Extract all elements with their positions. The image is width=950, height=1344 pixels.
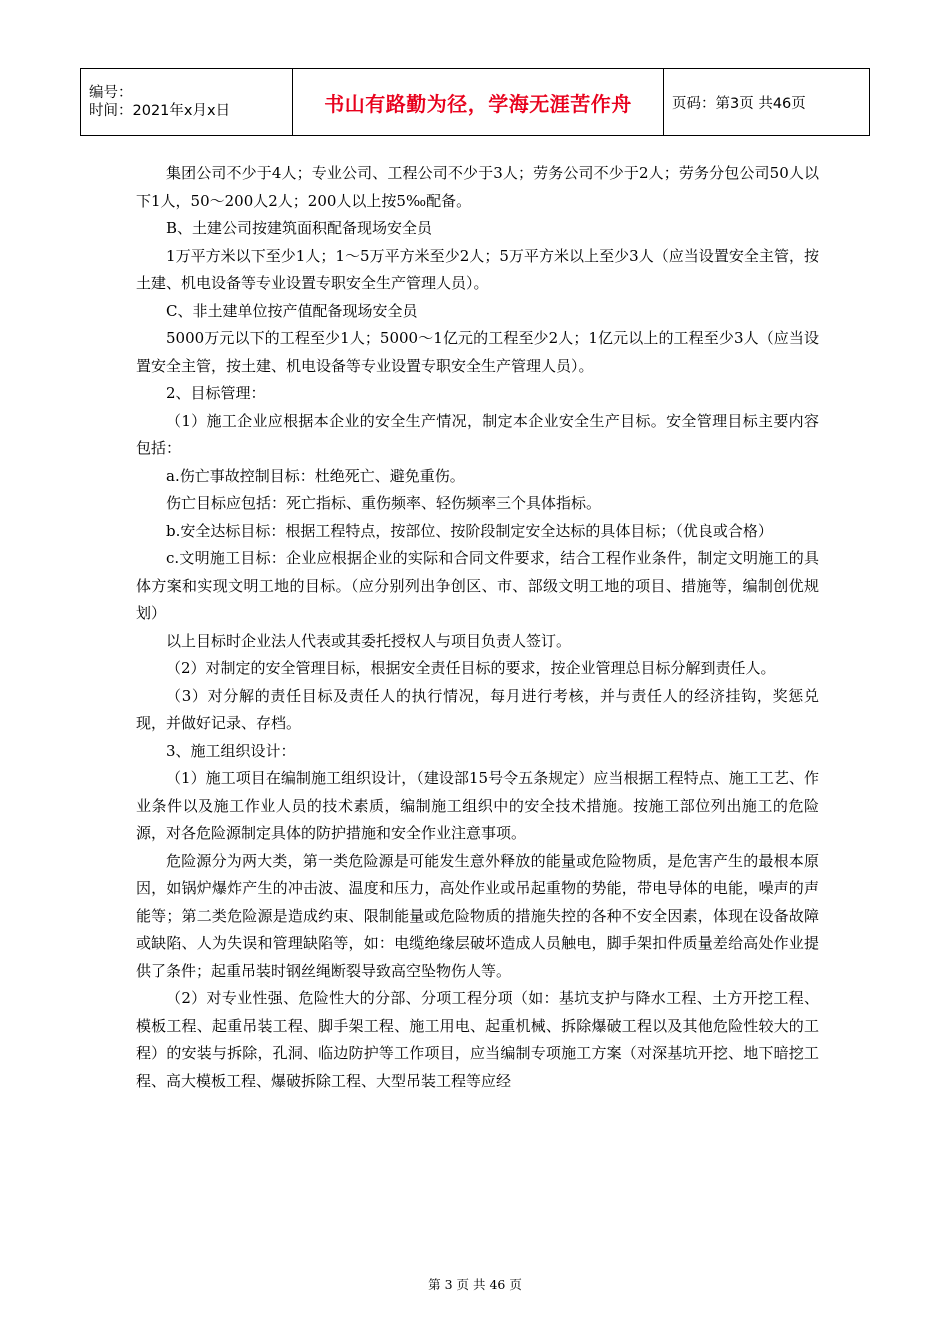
paragraph: 以上目标时企业法人代表或其委托授权人与项目负责人签订。 (166, 631, 572, 650)
paragraph: （3）对分解的责任目标及责任人的执行情况，每月进行考核，并与责任人的经济挂钩，奖惩兑现，并做好记录、存档。 (136, 686, 819, 732)
paragraph: 1万平方米以下至少1人；1～5万平方米至少2人；5万平方米以上至少3人（应当设置安全主管，按土建、机电设备等专业设置专职安全生产管理人员）。 (136, 246, 819, 292)
section-heading: 3、施工组织设计： (166, 741, 296, 760)
paragraph: c.文明施工目标：企业应根据企业的实际和合同文件要求，结合工程作业条件，制定文明施工的具体方案和实现文明工地的目标。（应分别列出争创区、市、部级文明工地的项目、措施等，编制创优规划） (136, 549, 819, 622)
header-page-info: 页码：第3页 共46页 (664, 69, 870, 136)
page-footer: 第 3 页 共 46 页 (428, 1277, 522, 1292)
section-heading: 2、目标管理： (166, 384, 266, 402)
paragraph: 5000万元以下的工程至少1人；5000～1亿元的工程至少2人；1亿元以上的工程至少3人（应当设置安全主管，按土建、机电设备等专业设置专职安全生产管理人员）。 (136, 329, 819, 375)
paragraph: b.安全达标目标：根据工程特点，按部位、按阶段制定安全达标的具体目标；（优良或合格） (166, 521, 773, 540)
paragraph: 危险源分为两大类，第一类危险源是可能发生意外释放的能量或危险物质，是危害产生的最根本原因，如锅炉爆炸产生的冲击波、温度和压力，高处作业或吊起重物的势能，带电导体的电能，噪声的声能等；第二类危险源是造成约束、限制能量或危险物质的措施失控的各种不安全因素，体现在设备故障或缺陷、人为失误和管理缺陷等，如：电缆绝缘层破坏造成人员触电，脚手架扣件质量差给高处作业提供了条件；起重吊装时钢丝绳断裂导致高空坠物伤人等。 (136, 851, 819, 980)
document-number-label: 编号： (89, 85, 133, 101)
document-date: 时间：2021年x月x日 (89, 103, 231, 119)
paragraph: B、土建公司按建筑面积配备现场安全员 (166, 219, 433, 237)
paragraph: （1）施工项目在编制施工组织设计，（建设部15号令五条规定）应当根据工程特点、施工工艺、作业条件以及施工作业人员的技术素质，编制施工组织中的安全技术措施。按施工部位列出施工的危险源，对各危险源制定具体的防护措施和安全作业注意事项。 (136, 769, 819, 842)
paragraph: a.伤亡事故控制目标：杜绝死亡、避免重伤。 (166, 466, 465, 485)
paragraph: 集团公司不少于4人；专业公司、工程公司不少于3人；劳务公司不少于2人；劳务分包公司50人以下1人，50～200人2人；200人以上按5‰配备。 (136, 164, 819, 210)
paragraph: （2）对专业性强、危险性大的分部、分项工程分项（如：基坑支护与降水工程、土方开挖工程、模板工程、起重吊装工程、脚手架工程、施工用电、起重机械、拆除爆破工程以及其他危险性较大的工程）的安装与拆除，孔洞、临边防护等工作项目，应当编制专项施工方案（对深基坑开挖、地下暗挖工程、高大模板工程、爆破拆除工程、大型吊装工程等应经 (136, 989, 819, 1090)
page-header (80, 68, 870, 136)
paragraph: C、非土建单位按产值配备现场安全员 (166, 301, 418, 320)
header-motto: 书山有路勤为径，学海无涯苦作舟 (293, 69, 664, 136)
document-body (136, 160, 819, 1095)
paragraph: 伤亡目标应包括：死亡指标、重伤频率、轻伤频率三个具体指标。 (166, 494, 602, 512)
paragraph: （1）施工企业应根据本企业的安全生产情况，制定本企业安全生产目标。安全管理目标主要内容包括： (136, 411, 819, 457)
header-meta (81, 69, 293, 136)
paragraph: （2）对制定的安全管理目标，根据安全责任目标的要求，按企业管理总目标分解到责任人。 (166, 659, 776, 677)
